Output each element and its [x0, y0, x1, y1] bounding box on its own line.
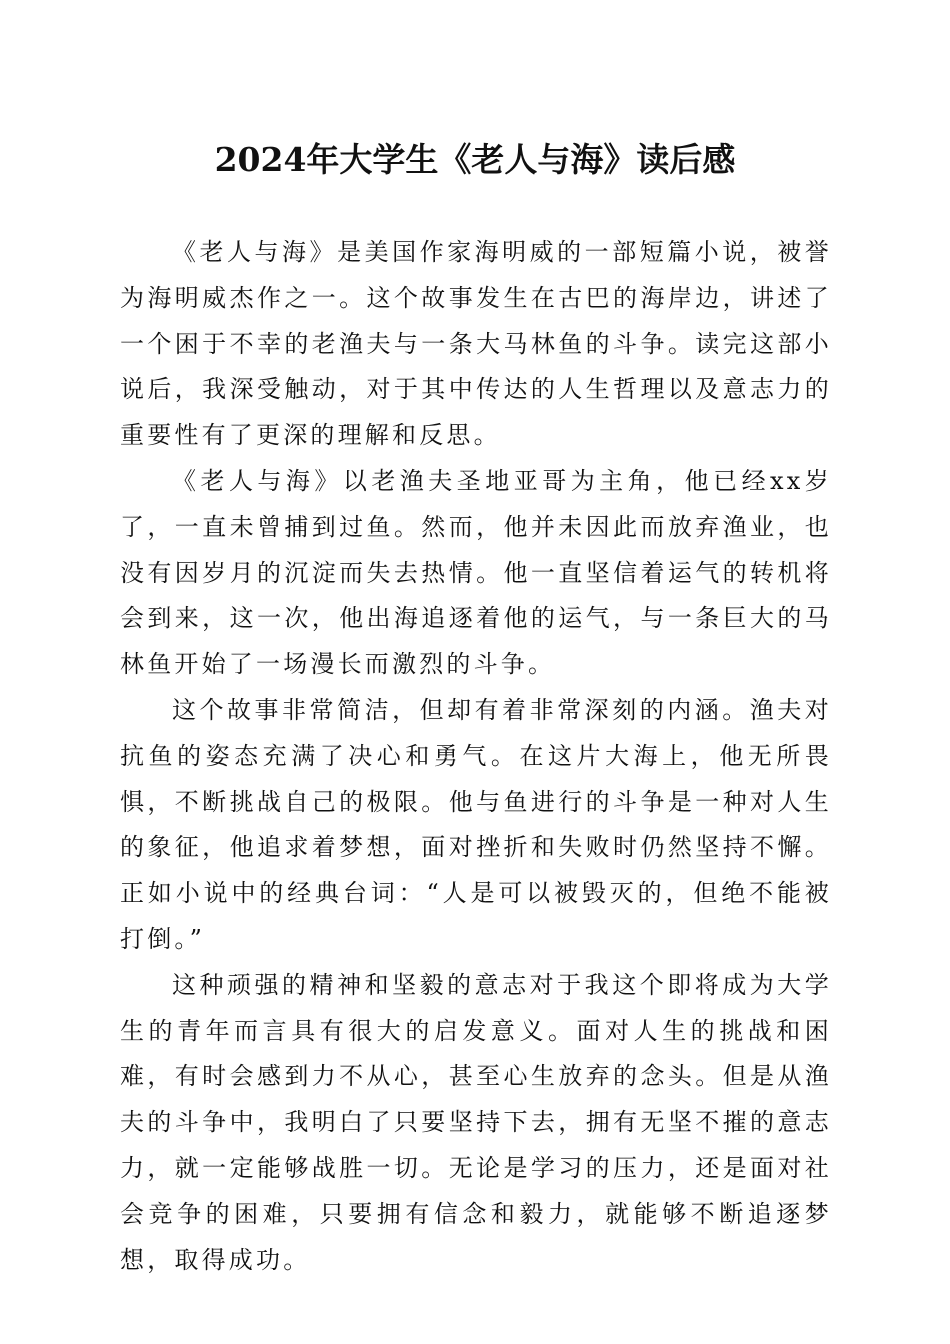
paragraph-4: 这种顽强的精神和坚毅的意志对于我这个即将成为大学生的青年而言具有很大的启发意义。面对人生的挑战和困难，有时会感到力不从心，甚至心生放弃的念头。但是从渔夫的斗争中，我明白了只要坚持下去，拥有无坚不摧的意志力，就一定能够战胜一切。无论是学习的压力，还是面对社会竞争的困难，只要拥有信念和毅力，就能够不断追逐梦想，取得成功。 [120, 970, 832, 1274]
document-body [120, 230, 832, 1283]
paragraph-2: 《老人与海》以老渔夫圣地亚哥为主角，他已经xx岁了，一直未曾捕到过鱼。然而，他并未因此而放弃渔业，也没有因岁月的沉淀而失去热情。他一直坚信着运气的转机将会到来，这一次，他出海追逐着他的运气，与一条巨大的马林鱼开始了一场漫长而激烈的斗争。 [120, 466, 832, 679]
document-title: 2024年大学生《老人与海》读后感 [214, 140, 736, 179]
paragraph-1: 《老人与海》是美国作家海明威的一部短篇小说，被誉为海明威杰作之一。这个故事发生在古巴的海岸边，讲述了一个困于不幸的老渔夫与一条大马林鱼的斗争。读完这部小说后，我深受触动，对于其中传达的人生哲理以及意志力的重要性有了更深的理解和反思。 [120, 238, 832, 450]
paragraph-3: 这个故事非常简洁，但却有着非常深刻的内涵。渔夫对抗鱼的姿态充满了决心和勇气。在这片大海上，他无所畏惧，不断挑战自己的极限。他与鱼进行的斗争是一种对人生的象征，他追求着梦想，面对挫折和失败时仍然坚持不懈。正如小说中的经典台词：“人是可以被毁灭的，但绝不能被打倒。” [120, 695, 832, 953]
